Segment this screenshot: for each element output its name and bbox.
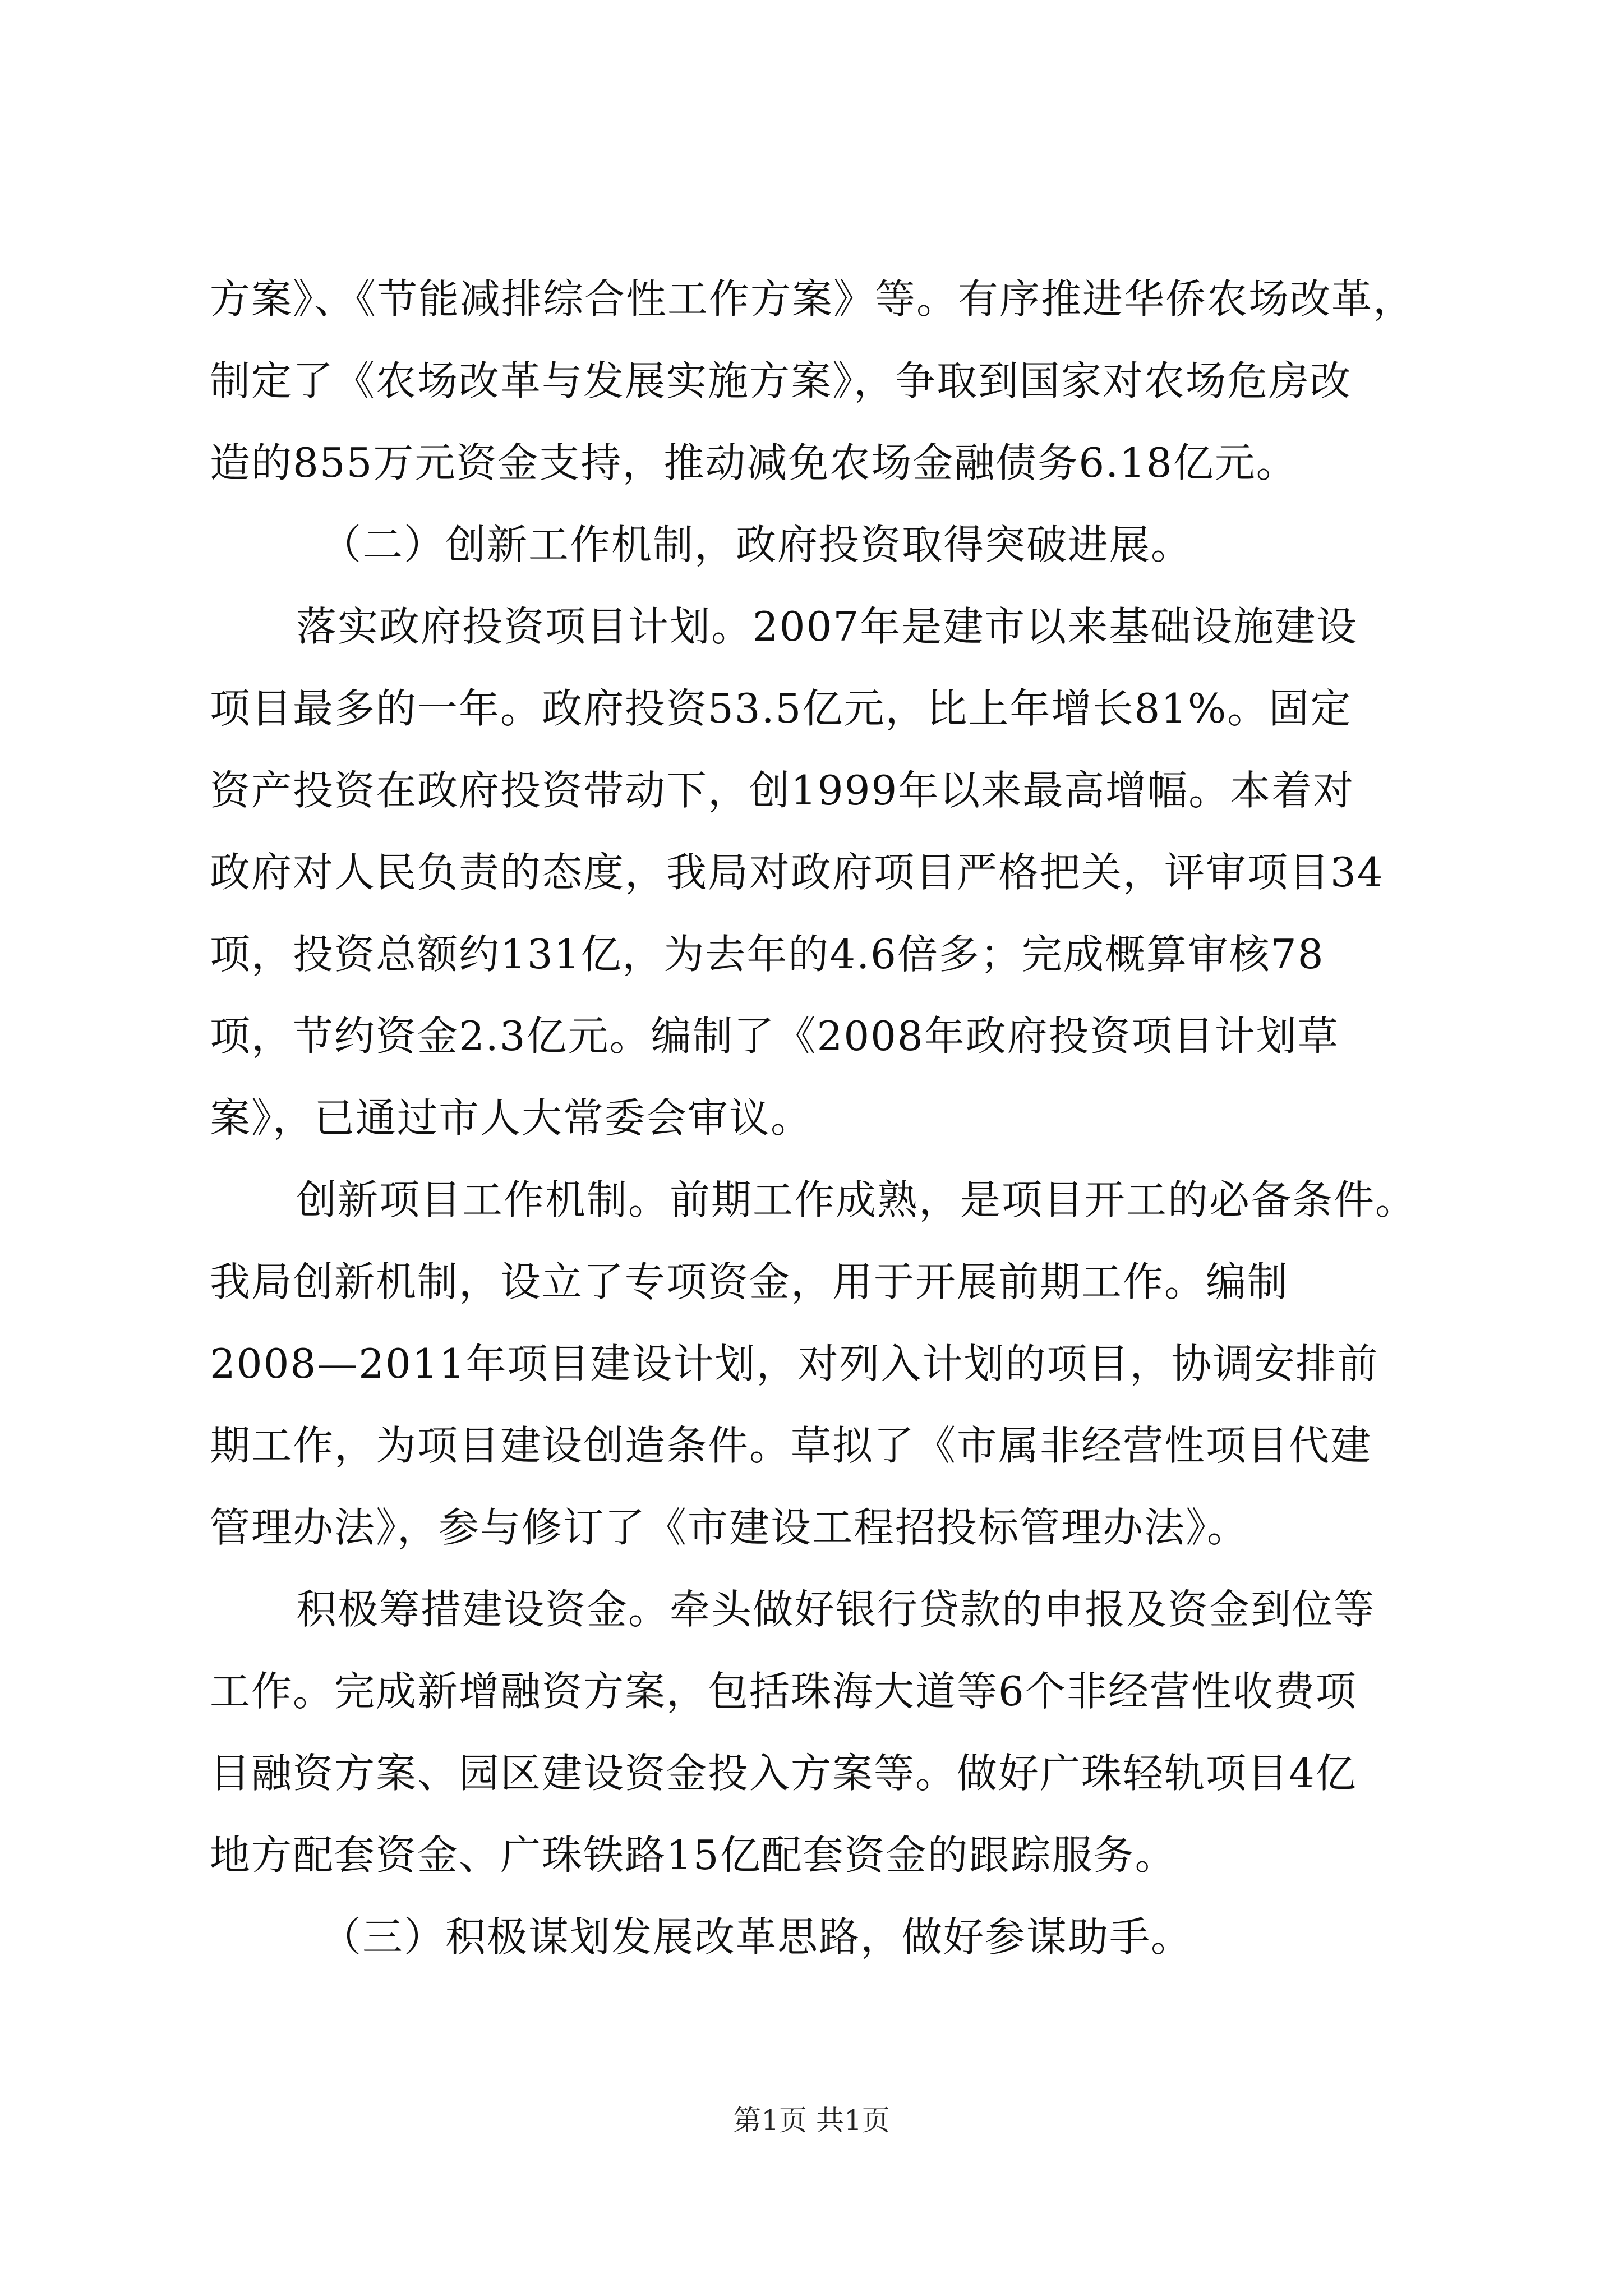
- text-line: 期工作，为项目建设创造条件。草拟了《市属非经营性项目代建: [210, 1422, 1372, 1469]
- text-line: 管理办法》，参与修订了《市建设工程招投标管理办法》。: [210, 1504, 1249, 1551]
- text-line: 2008—2011年项目建设计划，对列入计划的项目，协调安排前: [210, 1340, 1379, 1387]
- paragraph-start: 落实政府投资项目计划。2007年是建市以来基础设施建设: [296, 603, 1358, 650]
- text-line: 目融资方案、园区建设资金投入方案等。做好广珠轻轨项目4亿: [210, 1750, 1357, 1797]
- document-body: [210, 258, 1415, 1978]
- paragraph-start: 创新项目工作机制。前期工作成熟，是项目开工的必备条件。: [296, 1176, 1417, 1223]
- text-line: 政府对人民负责的态度，我局对政府项目严格把关，评审项目34: [210, 849, 1384, 896]
- text-line: 工作。完成新增融资方案，包括珠海大道等6个非经营性收费项: [210, 1668, 1357, 1715]
- text-line: 项，节约资金2.3亿元。编制了《2008年政府投资项目计划草: [210, 1013, 1339, 1060]
- text-line: 方案》、《节能减排综合性工作方案》等。有序推进华侨农场改革，: [210, 275, 1415, 323]
- text-line: 资产投资在政府投资带动下，创1999年以来最高增幅。本着对: [210, 767, 1355, 814]
- page-number-footer: 第1页 共1页: [733, 2104, 890, 2137]
- section-heading: （二）创新工作机制，政府投资取得突破进展。: [321, 521, 1193, 568]
- text-line: 制定了《农场改革与发展实施方案》，争取到国家对农场危房改: [210, 357, 1352, 404]
- text-line: 地方配套资金、广珠铁路15亿配套资金的跟踪服务。: [210, 1832, 1177, 1879]
- text-line: 我局创新机制，设立了专项资金，用于开展前期工作。编制: [210, 1258, 1289, 1305]
- paragraph-start: 积极筹措建设资金。牵头做好银行贷款的申报及资金到位等: [296, 1586, 1376, 1633]
- text-line: 项，投资总额约131亿，为去年的4.6倍多；完成概算审核78: [210, 931, 1325, 978]
- text-line: 项目最多的一年。政府投资53.5亿元，比上年增长81%。固定: [210, 685, 1352, 732]
- text-line: 案》，已通过市人大常委会审议。: [210, 1094, 813, 1142]
- text-line: 造的855万元资金支持，推动减免农场金融债务6.18亿元。: [210, 439, 1298, 486]
- section-heading: （三）积极谋划发展改革思路，做好参谋助手。: [321, 1913, 1193, 1961]
